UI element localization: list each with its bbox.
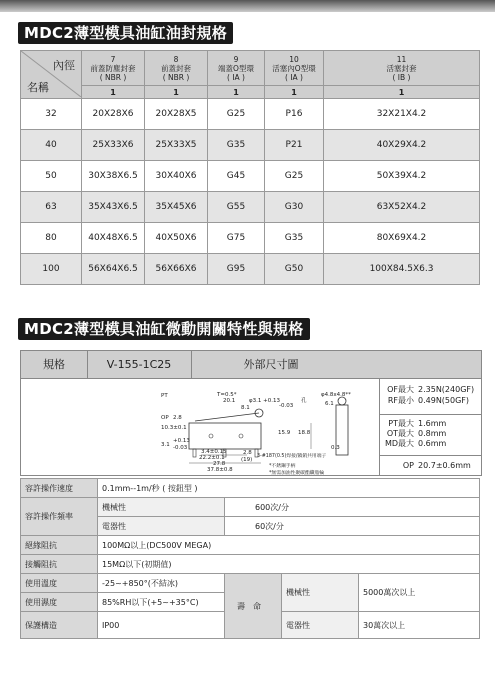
op-block: [380, 456, 482, 475]
qty-cell: 1: [324, 86, 480, 99]
model-label: 規格: [21, 351, 88, 378]
spec-label: 使用溫度: [21, 574, 98, 593]
table-cell: 30X38X6.5: [82, 161, 145, 192]
bore-cell: 32: [21, 99, 82, 130]
travel-label: MD最大: [384, 439, 414, 448]
quantity-row: [21, 86, 480, 99]
table-row: [21, 254, 480, 285]
travel-value: 1.6mm: [418, 419, 447, 428]
spec-value: IP00: [98, 612, 225, 639]
op-label: OP: [402, 461, 414, 470]
life-label: 壽命: [225, 574, 282, 639]
corner-bottom-label: 名稱: [27, 81, 49, 94]
table-row: [21, 130, 480, 161]
spec-value: 60次/分: [225, 517, 480, 536]
table-cell: 80X69X4.2: [324, 223, 480, 254]
table-cell: G50: [265, 254, 324, 285]
table-cell: G55: [208, 192, 265, 223]
force-value: 2.35N(240GF): [418, 385, 475, 394]
dim-03: 0.3: [331, 445, 340, 451]
travel-label: PT最大: [388, 419, 414, 428]
column-header: 9 端蓋O型環 ( IA ): [208, 51, 265, 86]
force-value: 0.49N(50GF): [418, 396, 470, 405]
outer-dim-label: 外部尺寸圖: [243, 358, 299, 371]
life-kind: 機械性: [282, 574, 359, 612]
dim-t: T=0.5*: [217, 392, 237, 398]
dim-tol2: -0.03: [173, 445, 188, 451]
column-header: 11 活塞封套 ( IB ): [324, 51, 480, 86]
switch-drawing: [161, 391, 377, 475]
table-cell: 56X64X6.5: [82, 254, 145, 285]
life-kind: 電器性: [282, 612, 359, 639]
spec-label: 保護構造: [21, 612, 98, 639]
travel-value: 0.6mm: [418, 439, 447, 448]
oil-seal-table: [20, 50, 480, 285]
table-row: [21, 99, 480, 130]
bore-cell: 100: [21, 254, 82, 285]
spec-row: [21, 574, 480, 593]
bore-cell: 80: [21, 223, 82, 254]
force-label: RF最小: [387, 396, 414, 405]
spec-value: 600次/分: [225, 498, 480, 517]
table-row: [21, 161, 480, 192]
table-cell: 40X50X6: [145, 223, 208, 254]
table-cell: 20X28X6: [82, 99, 145, 130]
life-value: 5000萬次以上: [359, 574, 480, 612]
body-outline: [189, 423, 261, 449]
spec-value: -25~+850°(不結冰): [98, 574, 225, 593]
table-cell: G95: [208, 254, 265, 285]
bore-cell: 40: [21, 130, 82, 161]
dim-pt: PT: [161, 393, 168, 399]
dim-terminal: 3-#187(0.5)焊接/鎖銷共用端子: [257, 454, 327, 459]
dim-28b: 2.8: [243, 450, 252, 456]
qty-cell: 1: [145, 86, 208, 99]
force-block: [380, 378, 482, 415]
table-cell: 56X66X6: [145, 254, 208, 285]
section-title-microswitch: MDC2薄型模具油缸微動開關特性與規格: [18, 318, 310, 340]
dim-tol1: +0.13: [173, 438, 190, 444]
table-cell: 40X48X6.5: [82, 223, 145, 254]
note-2: *無需加油性聚碳酯纖脂輪: [269, 471, 325, 475]
dim-19: (19): [241, 457, 253, 463]
table-cell: P16: [265, 99, 324, 130]
table-cell: P21: [265, 130, 324, 161]
table-row: [21, 192, 480, 223]
lever: [195, 413, 259, 421]
spec-value: 0.1mm--1m/秒 ( 按鈕型 ): [98, 479, 480, 498]
qty-cell: 1: [208, 86, 265, 99]
dim-103: 10.3±0.1: [161, 425, 187, 431]
table-cell: G25: [265, 161, 324, 192]
qty-cell: 1: [82, 86, 145, 99]
spec-label: 容許操作頻率: [21, 498, 98, 536]
op-value: 20.7±0.6mm: [418, 461, 471, 470]
table-cell: G75: [208, 223, 265, 254]
spec-row: [21, 555, 480, 574]
table-cell: G45: [208, 161, 265, 192]
spec-label: 使用濕度: [21, 593, 98, 612]
characteristics-panel: [379, 378, 482, 475]
dim-op: OP: [161, 415, 169, 421]
spec-label: 接觸阻抗: [21, 555, 98, 574]
table-cell: 25X33X5: [145, 130, 208, 161]
spec-kind: 電器性: [98, 517, 225, 536]
section-title-oil-seal: MDC2薄型模具油缸油封規格: [18, 22, 233, 44]
table-cell: 63X52X4.2: [324, 192, 480, 223]
dim-159: 15.9: [278, 430, 291, 436]
table-row: [21, 223, 480, 254]
corner-cell: [21, 51, 82, 99]
table-cell: G30: [265, 192, 324, 223]
dim-top-right: φ4.8x4.8**: [321, 392, 351, 398]
spec-row: [21, 536, 480, 555]
table-cell: 40X29X4.2: [324, 130, 480, 161]
spec-kind: 機械性: [98, 498, 225, 517]
table-cell: 50X39X4.2: [324, 161, 480, 192]
spec-header: [21, 351, 481, 379]
table-cell: 20X28X5: [145, 99, 208, 130]
dim-hole-tol: -0.03: [279, 403, 294, 409]
table-cell: 100X84.5X6.3: [324, 254, 480, 285]
dim-hole: φ3.1 +0.13: [249, 398, 280, 404]
dim-201: 20.1: [223, 398, 236, 404]
dim-28: 2.8: [173, 415, 182, 421]
spec-value: 15MΩ以下(初期值): [98, 555, 480, 574]
switch-spec-table: [20, 478, 480, 639]
table-cell: 30X40X6: [145, 161, 208, 192]
table-cell: 35X45X6: [145, 192, 208, 223]
table-cell: 25X33X6: [82, 130, 145, 161]
travel-value: 0.8mm: [418, 429, 447, 438]
dim-278: 27.8: [213, 461, 226, 467]
dim-81: 8.1: [241, 405, 250, 411]
dim-kong: 孔: [301, 398, 307, 404]
column-header: 7 前蓋防塵封套 ( NBR ): [82, 51, 145, 86]
spec-row: [21, 498, 480, 517]
spec-label: 容許操作速度: [21, 479, 98, 498]
corner-top-label: 內徑: [53, 59, 75, 72]
switch-spec-box: [20, 350, 482, 476]
bore-cell: 63: [21, 192, 82, 223]
dim-222: 22.2±0.1: [199, 455, 225, 461]
table-cell: 35X43X6.5: [82, 192, 145, 223]
model-value: V-155-1C25: [87, 351, 192, 378]
spec-value: 85%RH以下(+5~+35°C): [98, 593, 225, 612]
dim-31: 3.1: [161, 442, 170, 448]
note-1: *不銹鋼手柄: [269, 464, 296, 469]
column-header: 10 活塞內O型環 ( IA ): [265, 51, 324, 86]
dim-378: 37.8±0.8: [207, 467, 233, 473]
table-header-row: [21, 51, 480, 86]
top-bar: [0, 0, 495, 12]
spec-value: 100MΩ以上(DC500V MEGA): [98, 536, 480, 555]
spec-label: 絕緣阻抗: [21, 536, 98, 555]
spec-row: [21, 479, 480, 498]
column-header: 8 前蓋封套 ( NBR ): [145, 51, 208, 86]
table-cell: G35: [265, 223, 324, 254]
qty-cell: 1: [265, 86, 324, 99]
travel-label: OT最大: [386, 429, 414, 438]
table-cell: G35: [208, 130, 265, 161]
life-value: 30萬次以上: [359, 612, 480, 639]
travel-block: [380, 415, 482, 456]
table-cell: 32X21X4.2: [324, 99, 480, 130]
table-cell: G25: [208, 99, 265, 130]
dim-34: 3.4±0.15: [201, 449, 227, 455]
dim-188: 18.8: [298, 430, 311, 436]
dim-61: 6.1: [325, 401, 334, 407]
force-label: OF最大: [387, 385, 414, 394]
bore-cell: 50: [21, 161, 82, 192]
